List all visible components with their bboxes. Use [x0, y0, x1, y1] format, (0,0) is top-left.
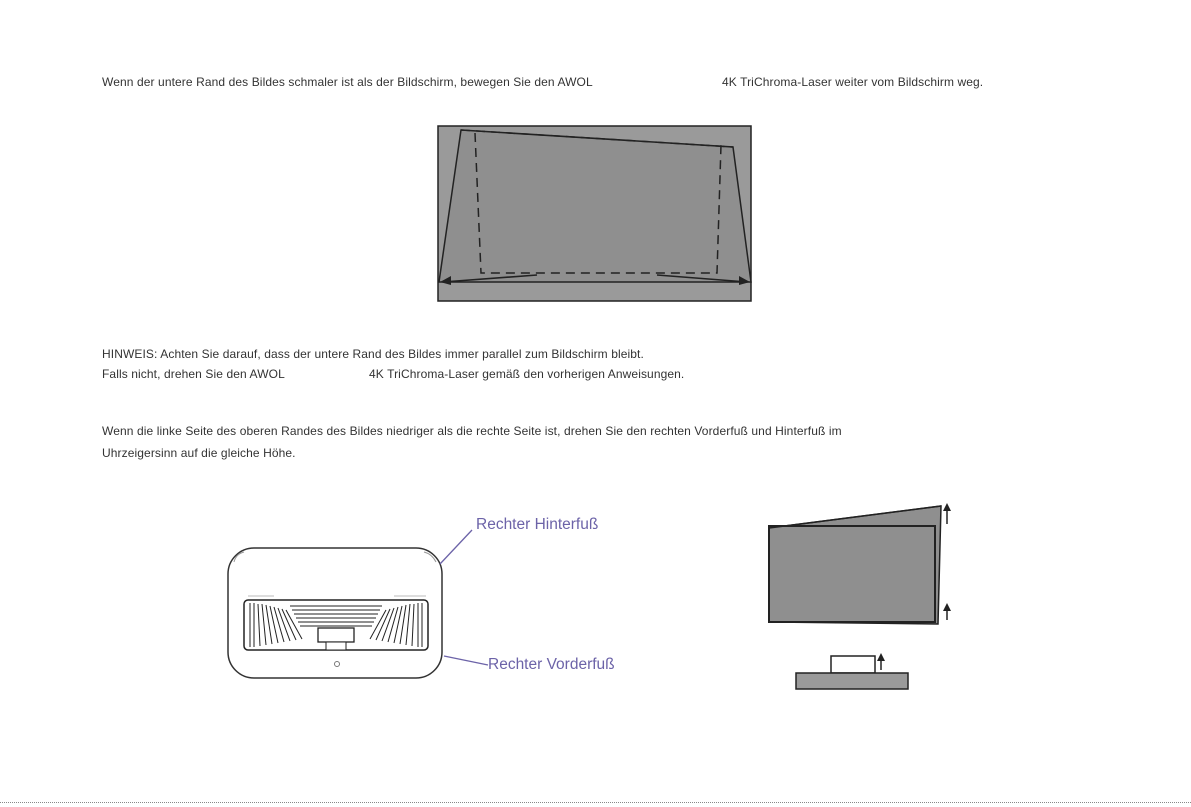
note-line-1: HINWEIS: Achten Sie darauf, dass der untere Rand des Bildes immer parallel zum Bildschirm bleibt.	[102, 347, 644, 361]
label-leader-lines	[436, 528, 496, 678]
label-rear-foot: Rechter Hinterfuß	[476, 516, 599, 533]
note-line-2a: Falls nicht, drehen Sie den AWOL	[102, 367, 285, 381]
projector-rear-view	[226, 546, 456, 681]
instruction-line-1b: 4K TriChroma-Laser weiter vom Bildschirm weg.	[722, 75, 984, 89]
instruction-line-1a: Wenn der untere Rand des Bildes schmaler ist als der Bildschirm, bewegen Sie den AWOL	[102, 75, 593, 89]
keystone-diagram-1	[437, 125, 753, 303]
para2-line-2: Uhrzeigersinn auf die gleiche Höhe.	[102, 446, 296, 460]
label-front-foot: Rechter Vorderfuß	[488, 656, 615, 673]
note-line-2b: 4K TriChroma-Laser gemäß den vorherigen Anweisungen.	[369, 367, 685, 381]
page-bottom-rule	[0, 802, 1191, 803]
tilt-screen-diagram	[763, 500, 963, 705]
para2-line-1: Wenn die linke Seite des oberen Randes des Bildes niedriger als die rechte Seite ist, drehen Sie den rechten Vorderfuß und Hinterfuß im	[102, 424, 842, 438]
